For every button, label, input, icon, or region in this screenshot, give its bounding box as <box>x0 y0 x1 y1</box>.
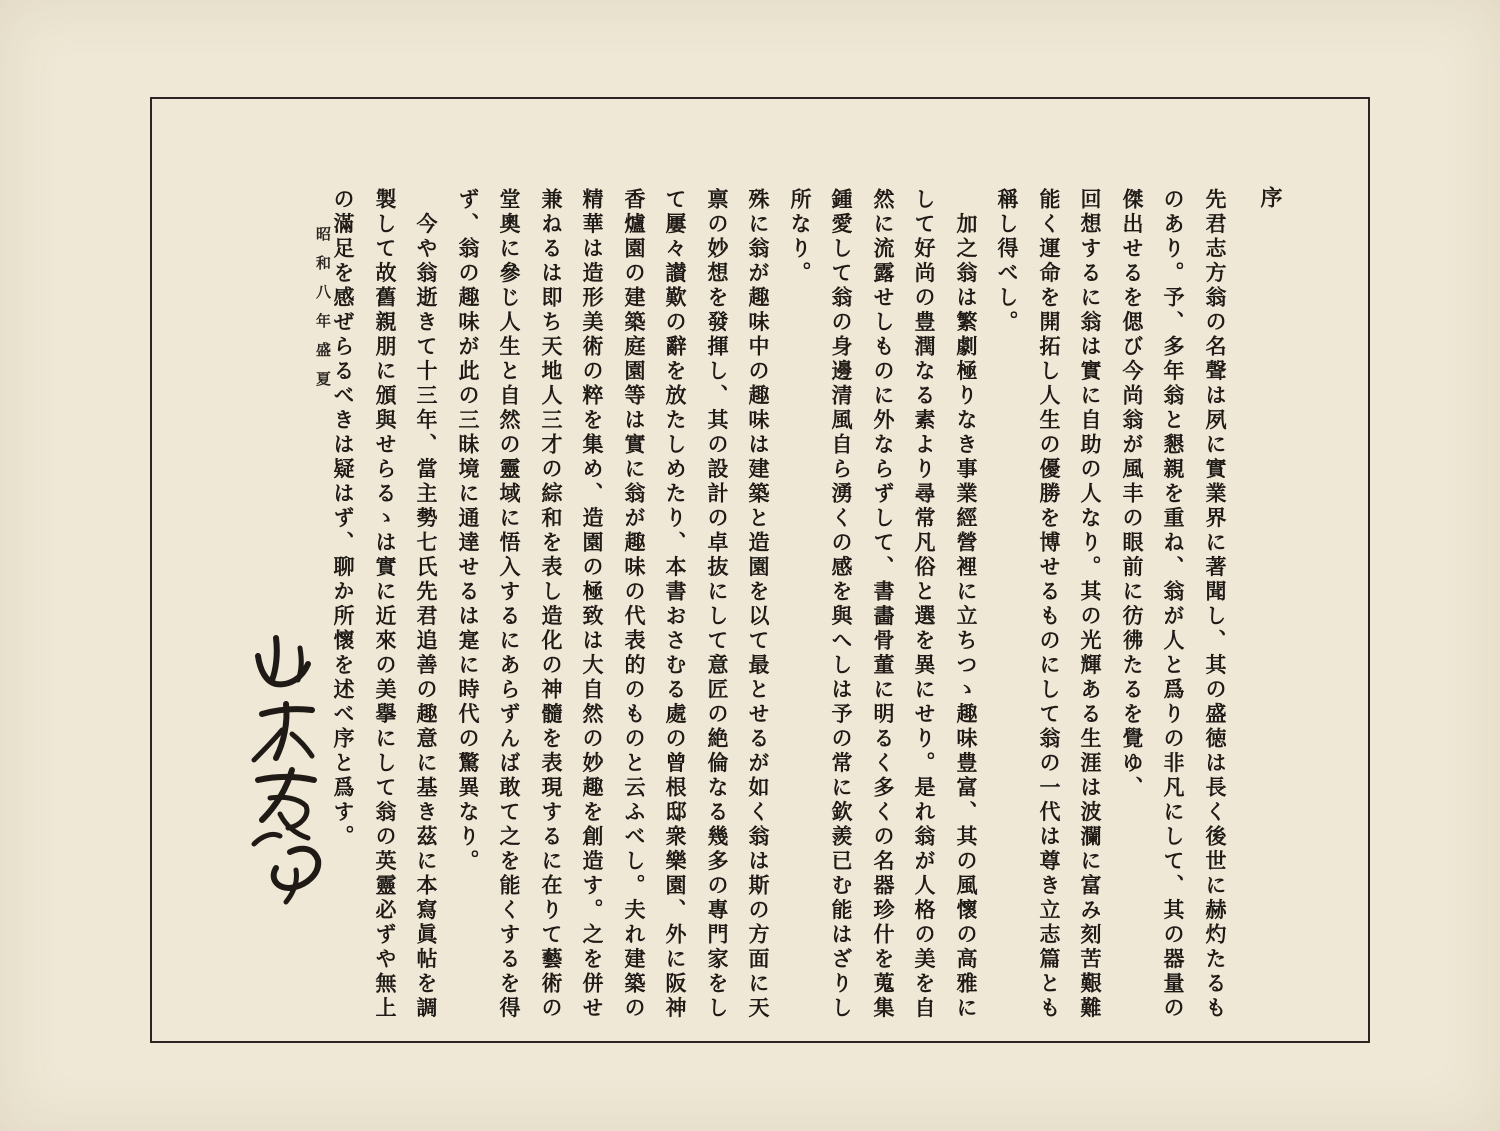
text-column-6: 稱し得べし。 <box>995 188 1020 335</box>
text-column-17: 兼ねるは即ち天地人三才の綜和を表し造化の神髓を表現するに在りて藝術の <box>539 188 564 1021</box>
text-column-5: 能く運命を開拓し人生の優勝を博せるものにして翁の一代は尊き立志篇とも <box>1037 188 1062 1021</box>
text-column-13: 禀の妙想を發揮し、其の設計の卓抜にして意匠の絶倫なる幾多の專門家をし <box>705 188 730 1021</box>
date-line: 昭和八年盛夏 <box>314 226 332 400</box>
text-column-22: の滿足を感ぜらるべきは疑はず、聊か所懷を述べ序と爲す。 <box>331 188 356 850</box>
preface-heading: 序 <box>1257 186 1283 208</box>
text-column-2: のあり。予、多年翁と懇親を重ね、翁が人と爲りの非凡にして、其の器量の <box>1161 188 1186 1021</box>
text-column-1: 先君志方翁の名聲は夙に實業界に著聞し、其の盛徳は長く後世に赫灼たるも <box>1203 188 1228 1021</box>
text-column-10: 鍾愛して翁の身邊清風自ら湧くの感を與へしは予の常に欽羨已む能はざりし <box>829 188 854 1021</box>
text-column-14: て屢々讃歎の辭を放たしめたり、本書おさむる處の曾根邸衆樂園、外に阪神 <box>663 188 688 1021</box>
text-column-12: 殊に翁が趣味中の趣味は建築と造園を以て最とせるが如く翁は斯の方面に天 <box>746 188 771 1021</box>
text-column-18: 堂奧に參じ人生と自然の靈域に悟入するにあらずんば敢て之を能くするを得 <box>497 188 522 1021</box>
text-column-4: 回想するに翁は實に自助の人なり。其の光輝ある生涯は波瀾に富み刻苦艱難 <box>1078 188 1103 1021</box>
text-column-11: 所なり。 <box>788 188 813 286</box>
text-column-9: 然に流露せしものに外ならずして、書畵骨董に明るく多くの名器珍什を蒐集 <box>871 188 896 1021</box>
text-column-16: 精華は造形美術の粹を集め、造園の極致は大自然の妙趣を創造す。之を併せ <box>580 188 605 1021</box>
text-column-8: して好尚の豊潤なる素より尋常凡俗と選を異にせり。是れ翁が人格の美を自 <box>912 188 937 1021</box>
handwritten-signature <box>236 630 336 910</box>
text-column-7: 加之翁は繁劇極りなき事業經營裡に立ちつゝ趣味豊富、其の風懷の高雅に <box>954 188 979 1021</box>
text-column-3: 傑出せるを偲び今尚翁が風丰の眼前に彷彿たるを覺ゆ、 <box>1120 188 1145 801</box>
text-column-20: 今や翁逝きて十三年、當主勢七氏先君追善の趣意に基き茲に本寫眞帖を調 <box>414 188 439 1021</box>
text-column-15: 香爐園の建築庭園等は實に翁が趣味の代表的のものと云ふべし。夫れ建築の <box>622 188 647 1021</box>
text-column-21: 製して故舊親朋に頒與せらるゝは實に近來の美擧にして翁の英靈必ずや無上 <box>373 188 398 1021</box>
text-column-19: ず、翁の趣味が此の三昧境に通達せるは寔に時代の驚異なり。 <box>456 188 481 874</box>
